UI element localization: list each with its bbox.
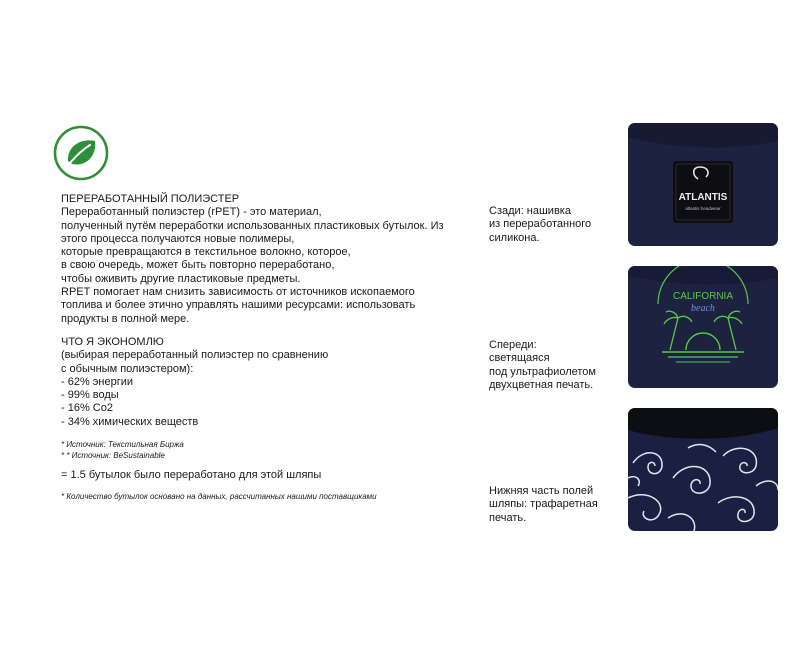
- print-word-2: beach: [691, 303, 715, 314]
- back-patch-caption: Сзади: нашивка из переработанного силикона.: [489, 205, 592, 244]
- material-line: в свою очередь, может быть повторно переработано,: [61, 259, 335, 272]
- front-print-photo: [628, 266, 778, 388]
- source-note: * * Источник: BeSustainable: [61, 451, 165, 461]
- brim-print-photo: [628, 408, 778, 531]
- material-line: топлива и более этично управлять нашими ресурсами: использовать: [61, 299, 416, 312]
- bottles-footnote: * Количество бутылок основано на данных, рассчитанных нашими поставщиками: [61, 492, 377, 502]
- patch-sub: atlantis headwear: [685, 206, 721, 211]
- material-line: продукты в полной мере.: [61, 312, 190, 325]
- savings-line: (выбирая переработанный полиэстер по сравнению: [61, 349, 329, 362]
- recycled-leaf-icon: [52, 124, 110, 182]
- material-line: которые превращаются в текстильное волокно, которое,: [61, 246, 351, 259]
- material-line: чтобы оживить другие пластиковые предметы.: [61, 272, 301, 285]
- print-word-1: CALIFORNIA: [672, 291, 734, 302]
- material-line: этого процесса получаются новые полимеры,: [61, 232, 295, 245]
- eco-info-text: [61, 193, 461, 504]
- savings-line: - 99% воды: [61, 389, 119, 402]
- brim-print-caption: Нижняя часть полей шляпы: трафаретная печать.: [489, 485, 598, 524]
- material-line: полученный путём переработки использованных пластиковых бутылок. Из: [61, 219, 444, 232]
- savings-line: - 16% Co2: [61, 402, 113, 415]
- material-title: ПЕРЕРАБОТАННЫЙ ПОЛИЭСТЕР: [61, 193, 240, 205]
- back-patch-photo: [628, 123, 778, 246]
- savings-line: - 34% химических веществ: [61, 415, 199, 428]
- material-line: Переработанный полиэстер (rPET) - это материал,: [61, 206, 322, 219]
- savings-line: - 62% энергии: [61, 375, 134, 388]
- savings-line: с обычным полиэстером):: [61, 362, 194, 375]
- savings-title: ЧТО Я ЭКОНОМЛЮ: [61, 335, 164, 348]
- front-print-caption: Спереди: светящаяся под ультрафиолетом двухцветная печать.: [489, 339, 596, 391]
- material-line: RPET помогает нам снизить зависимость от источников ископаемого: [61, 286, 415, 299]
- bottles-recycled: = 1.5 бутылок было переработано для этой шляпы: [61, 469, 322, 482]
- source-note: * Источник: Текстильная Биржа: [61, 440, 184, 450]
- patch-brand: ATLANTIS: [678, 192, 728, 203]
